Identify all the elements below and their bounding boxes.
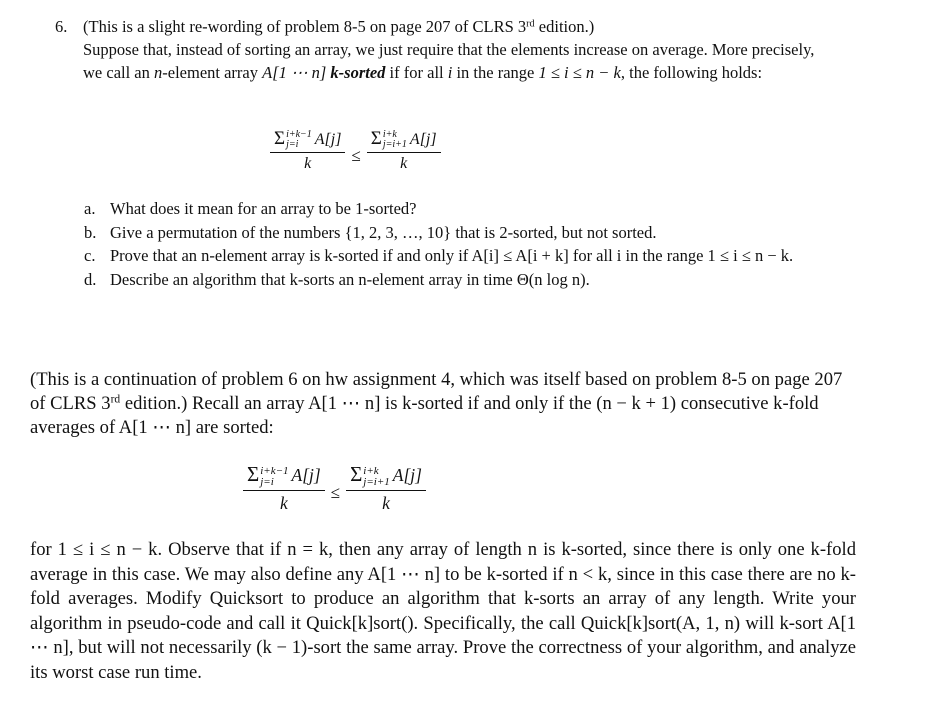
definition-text-d: in the range (452, 63, 539, 82)
sigma-symbol: Σ (350, 462, 363, 486)
instructions-text: for 1 ≤ i ≤ n − k. Observe that if n = k, then any array of length n is k-sorted, since there is only one k-fold average in this case. We may also define any A[1 ⋯ n] to be k-sorted if n < k, since in this case there are no k-fold averages. Modify Quicksort to produce an algorithm that k-sorts an array of any length. Write your algorithm in pseudo-code and call it Quick[k]sort(). Specifically, the call Quick[k]sort(A, 1, n) will k-sort A[1 ⋯ n], but will not necessarily (k − 1)-sort the same array. Prove the correctness of your algorithm, and analyze its worst case run time. (30, 539, 856, 683)
left-upper-limit: i+k−1 (260, 464, 289, 477)
left-denominator: k (279, 492, 288, 513)
n-variable: n (154, 63, 163, 82)
sigma-symbol: Σ (370, 128, 382, 149)
left-lower-limit: j=i (260, 475, 274, 488)
right-summand: A[j] (392, 465, 422, 485)
problem-6 (55, 15, 835, 84)
right-summand: A[j] (409, 131, 437, 148)
left-average (270, 128, 345, 173)
array-expression: A[1 ⋯ n] (262, 63, 327, 82)
definition-text-b: -element array (162, 63, 263, 82)
continuation-intro-text: (This is a continuation of problem 6 on hw assignment 4, which was itself based on problem 8-5 on page 207 of CLRS 3 (30, 369, 843, 414)
right-denominator: k (400, 155, 408, 173)
list-item (84, 221, 844, 245)
problem-number: 6. (55, 17, 68, 36)
list-item (84, 268, 844, 292)
sigma-symbol: Σ (274, 128, 286, 149)
leq-symbol: ≤ (351, 145, 361, 165)
assignment-instructions (30, 538, 856, 685)
problem-parts-list (84, 197, 844, 291)
part-text: Prove that an n-element array is k-sorted if and only if A[i] ≤ A[i + k] for all i in the range 1 ≤ i ≤ n − k. (110, 246, 794, 265)
continuation-intro (30, 368, 855, 440)
part-text: Give a permutation of the numbers {1, 2, 3, …, 10} that is 2-sorted, but not sorted. (110, 222, 657, 242)
list-item (84, 244, 844, 268)
list-item (84, 197, 844, 221)
right-denominator: k (382, 492, 390, 513)
right-upper-limit: i+k (382, 129, 397, 141)
left-summand: A[j] (314, 131, 342, 148)
left-average (243, 462, 325, 514)
left-lower-limit: j=i (286, 139, 299, 151)
right-average (346, 462, 426, 514)
left-summand: A[j] (291, 465, 321, 485)
definition-text-a: Suppose that, instead of sorting an array, we just require that the elements increase on average. More precisely, we call an (83, 40, 815, 82)
i-variable: i (447, 63, 453, 82)
definition-text-e: , the following holds: (620, 63, 763, 82)
part-text: What does it mean for an array to be 1-sorted? (110, 199, 417, 218)
part-label: a. (84, 199, 96, 218)
range-expression: 1 ≤ i ≤ n − k (538, 63, 621, 82)
right-lower-limit: j=i+1 (382, 139, 407, 151)
k-fold-average-inequality (243, 462, 426, 514)
definition-text-c: if for all (385, 63, 448, 82)
part-label: d. (84, 269, 97, 289)
part-label: c. (84, 246, 96, 265)
continuation-superscript: rd (110, 393, 121, 406)
leq-symbol: ≤ (330, 482, 341, 502)
left-upper-limit: i+k−1 (286, 129, 312, 141)
right-average (367, 128, 441, 173)
continuation-intro-rest: edition.) Recall an array A[1 ⋯ n] is k-sorted if and only if the (n − k + 1) consecutive k-fold averages of A[1 ⋯ n] are sorted: (30, 393, 819, 438)
intro-text-end: edition.) (534, 17, 595, 36)
right-lower-limit: j=i+1 (363, 475, 390, 488)
left-denominator: k (304, 155, 312, 173)
part-text: Describe an algorithm that k-sorts an n-element array in time Θ(n log n). (110, 269, 590, 289)
problem-6-statement (83, 15, 835, 84)
intro-text: (This is a slight re-wording of problem 8-5 on page 207 of CLRS 3 (83, 17, 527, 36)
sigma-symbol: Σ (247, 462, 260, 486)
intro-superscript: rd (526, 18, 535, 30)
k-sorted-term: k-sorted (330, 63, 386, 82)
right-upper-limit: i+k (363, 464, 379, 477)
k-sorted-inequality (270, 128, 441, 173)
part-label: b. (84, 222, 97, 242)
